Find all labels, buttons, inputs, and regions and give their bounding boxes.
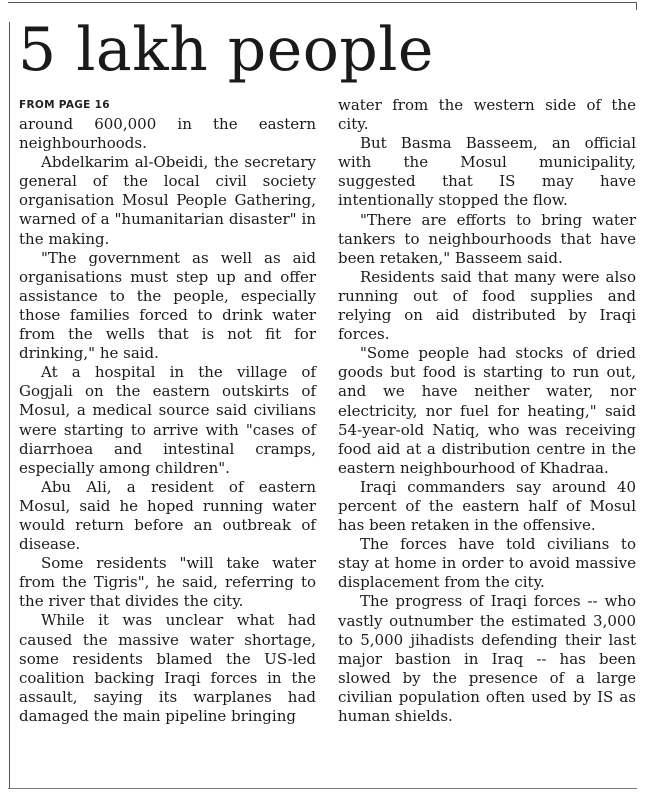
bottom-rule <box>8 788 637 789</box>
paragraph: Residents said that many were also running out of food supplies and relying on aid distributed by Iraqi forces. <box>338 267 636 344</box>
paragraph: "The government as well as aid organisations must step up and offer assistance to the people, especially those families forced to drink water from the wells that is not fit for drinking," he said. <box>19 248 316 363</box>
paragraph: "There are efforts to bring water tankers to neighbourhoods that have been retaken," Basseem said. <box>338 210 636 267</box>
top-right-tick <box>636 2 637 10</box>
article-column-right <box>338 96 636 726</box>
top-rule <box>8 2 637 3</box>
paragraph: Abu Ali, a resident of eastern Mosul, said he hoped running water would return before an outbreak of disease. <box>19 477 316 554</box>
paragraph: Abdelkarim al-Obeidi, the secretary general of the local civil society organisation Mosul People Gathering, warned of a "humanitarian disaster" in the making. <box>19 153 316 248</box>
paragraph: Iraqi commanders say around 40 percent of the eastern half of Mosul has been retaken in the offensive. <box>338 477 636 535</box>
continued-from-label: FROM PAGE 16 <box>19 99 110 111</box>
paragraph: The progress of Iraqi forces -- who vastly outnumber the estimated 3,000 to 5,000 jihadists defending their last major bastion in Iraq -- has been slowed by the presence of a large civilian population often used by IS as human shields. <box>338 592 636 725</box>
paragraph: "Some people had stocks of dried goods but food is starting to run out, and we have neither water, nor electricity, nor fuel for heating," said 54-year-old Natiq, who was receiving food aid at a distribution centre in the eastern neighbourhood of Khadraa. <box>338 344 636 477</box>
paragraph: Some residents "will take water from the Tigris", he said, referring to the river that divides the city. <box>19 554 316 611</box>
left-rule <box>9 22 10 788</box>
paragraph: But Basma Basseem, an official with the Mosul municipality, suggested that IS may have intentionally stopped the flow. <box>338 134 636 210</box>
paragraph: While it was unclear what had caused the massive water shortage, some residents blamed the US-led coalition backing Iraqi forces in the assault, saying its warplanes had damaged the main pipeline bringing <box>19 611 316 725</box>
paragraph: around 600,000 in the eastern neighbourhoods. <box>19 115 316 153</box>
paragraph: The forces have told civilians to stay at home in order to avoid massive displacement from the city. <box>338 535 636 592</box>
paragraph: At a hospital in the village of Gogjali on the eastern outskirts of Mosul, a medical source said civilians were starting to arrive with "cases of diarrhoea and intestinal cramps, especially among children". <box>19 363 316 477</box>
headline: 5 lakh people <box>18 15 434 85</box>
paragraph: water from the western side of the city. <box>338 96 636 134</box>
article-column-left <box>19 96 316 726</box>
